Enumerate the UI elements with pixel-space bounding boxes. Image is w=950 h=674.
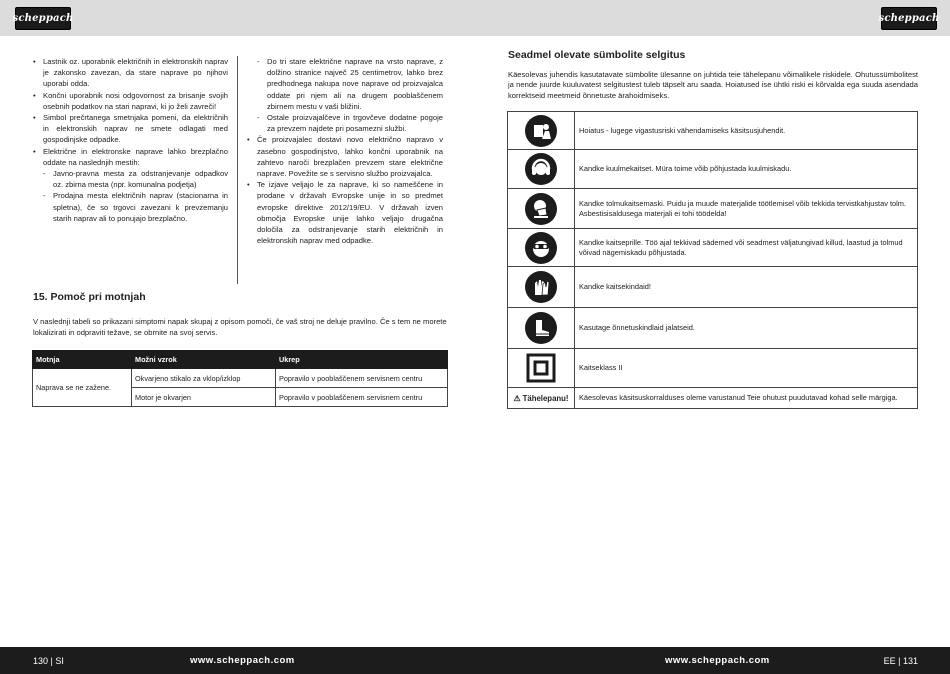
section-title: 15. Pomoč pri motnjah (33, 291, 146, 303)
list-subitem: - Do tri stare električne naprave na vrsto naprave, z dolžino stranice največ 25 centimetrov, lahko brez predhodnega nakupa nove naprave od proizvajalca oddate pri njem ali na drugem pooblaščenem zbirnem mestu v vaši bližini. (257, 56, 443, 112)
cause-cell: Motor je okvarjen (132, 388, 276, 407)
attention-row (508, 388, 918, 409)
symbol-row (508, 150, 918, 189)
symbol-row (508, 267, 918, 308)
column-divider (237, 56, 238, 284)
attention-label: ⚠ Tähelepanu! (508, 388, 575, 409)
protection-class-2-icon (508, 349, 575, 388)
cause-cell: Okvarjeno stikalo za vklop/izklop (132, 369, 276, 388)
safety-boots-icon (508, 308, 575, 349)
symbol-text: Hoiatus - lugege vigastusriski vähendamiseks käsitsusjuhendit. (575, 112, 918, 150)
symbol-text: Kasutage õnnetuskindlaid jalatseid. (575, 308, 918, 349)
symbol-row (508, 189, 918, 229)
footer-bar (0, 647, 950, 674)
list-item: • Te izjave veljajo le za naprave, ki so nameščene in prodane v državah Evropske unije in so predmet evropske direktive 2012/19/EU. V državah izven območja Evropske unije lahko veljajo drugačna določila za odstranjevanje starih električnih in elektronskih naprav med odpadke. (247, 179, 443, 246)
symbols-table (507, 111, 918, 409)
table-header-row (33, 351, 448, 369)
list-item: • Lastnik oz. uporabnik električnih in elektronskih naprav je zakonsko zavezan, da stare naprave po njihovi uporabi odda. (33, 56, 228, 90)
table-row (33, 369, 448, 388)
symbol-text: Kandke kaitseprille. Töö ajal tekkivad sädemed või seadmest väljatungivad killud, laastud ja tolmud võivad nägemiskadu põhjustada. (575, 229, 918, 267)
top-bar (0, 0, 950, 36)
manual-icon (508, 112, 575, 150)
header-fault: Motnja (33, 351, 132, 369)
list-item: • Če proizvajalec dostavi novo električno napravo v zasebno gospodinjstvo, lahko končni uporabnik na zahtevo naroči brezplačen prevzem stare električne naprave. Povežite se s servisno službo proizvajalca. (247, 134, 443, 179)
gloves-icon (508, 267, 575, 308)
page-number-left: 130 | SI (33, 656, 64, 666)
list-item: • Končni uporabnik nosi odgovornost za brisanje svojih osebnih podatkov na stari napravi, ki jo želi zavreči! (33, 90, 228, 112)
action-cell: Popravilo v pooblaščenem servisnem centru (276, 388, 448, 407)
ear-protection-icon (508, 150, 575, 189)
list-subitem: - Ostale proizvajalčeve in trgovčeve dodatne pogoje za prevzem najdete pri posamezni službi. (257, 112, 443, 134)
symbol-row (508, 229, 918, 267)
left-column-1 (33, 56, 228, 224)
website-link-left[interactable]: www.scheppach.com (190, 655, 295, 666)
symbol-row (508, 349, 918, 388)
page-number-right: EE | 131 (883, 656, 918, 666)
attention-text: Käesolevas käsitsuskorralduses oleme varustanud Teie ohutust puudutavad kohad selle märgiga. (575, 388, 918, 409)
symbol-row (508, 308, 918, 349)
safety-goggles-icon (508, 229, 575, 267)
list-subitem: - Javno-pravna mesta za odstranjevanje odpadkov oz. zbirna mesta (npr. komunalna podjetja) (43, 168, 228, 190)
troubleshooting-table (32, 350, 448, 407)
symbol-row (508, 112, 918, 150)
left-column-2 (247, 56, 443, 246)
header-action: Ukrep (276, 351, 448, 369)
symbol-text: Kaitseklass II (575, 349, 918, 388)
scheppach-logo: scheppach (15, 7, 71, 30)
symbols-intro: Käesolevas juhendis kasutatavate sümbolite ülesanne on juhtida teie tähelepanu võimalikele riskidele. Ohutussümbolitest ja nende juurde kuuluvatest selgitustest tuleb täpselt aru saada. Hoiatused ise ühtki riski ei kõrvalda ega suuda asendada korrektseid meetmeid õnnetuste ärahoidmiseks. (508, 70, 918, 100)
scheppach-logo-right: scheppach (881, 7, 937, 30)
section-text: V naslednji tabeli so prikazani simptomi napak skupaj z opisom pomoči, če vaš stroj ne deluje pravilno. Če s tem ne morete lokalizirati in odpraviti težave, se obrnite na svoj servis. (33, 317, 447, 338)
header-cause: Možni vzrok (132, 351, 276, 369)
dust-mask-icon (508, 189, 575, 229)
symbol-text: Kandke kaitsekindaid! (575, 267, 918, 308)
action-cell: Popravilo v pooblaščenem servisnem centru (276, 369, 448, 388)
symbol-text: Kandke tolmukaitsemaski. Puidu ja muude materjalide töötlemisel võib tekkida tervistkahjustav tolm. Asbestisisaldusega materjali ei tohi töödelda! (575, 189, 918, 229)
website-link-right[interactable]: www.scheppach.com (665, 655, 770, 666)
symbols-title: Seadmel olevate sümbolite selgitus (508, 49, 686, 61)
list-subitem: - Prodajna mesta električnih naprav (stacionarna in spletna), če so trgovci zavezani k prevzemanju starih naprav ali to ponujajo brezplačno. (43, 190, 228, 224)
list-item: • Električne in elektronske naprave lahko brezplačno oddate na naslednjih mestih: (33, 146, 228, 168)
list-item: • Simbol prečrtanega smetnjaka pomeni, da električnih in elektronskih naprav ne smete odlagati med gospodinjske odpadke. (33, 112, 228, 146)
fault-cell: Naprava se ne zažene. (33, 369, 132, 407)
symbol-text: Kandke kuulmekaitset. Müra toime võib põhjustada kuulmiskadu. (575, 150, 918, 189)
